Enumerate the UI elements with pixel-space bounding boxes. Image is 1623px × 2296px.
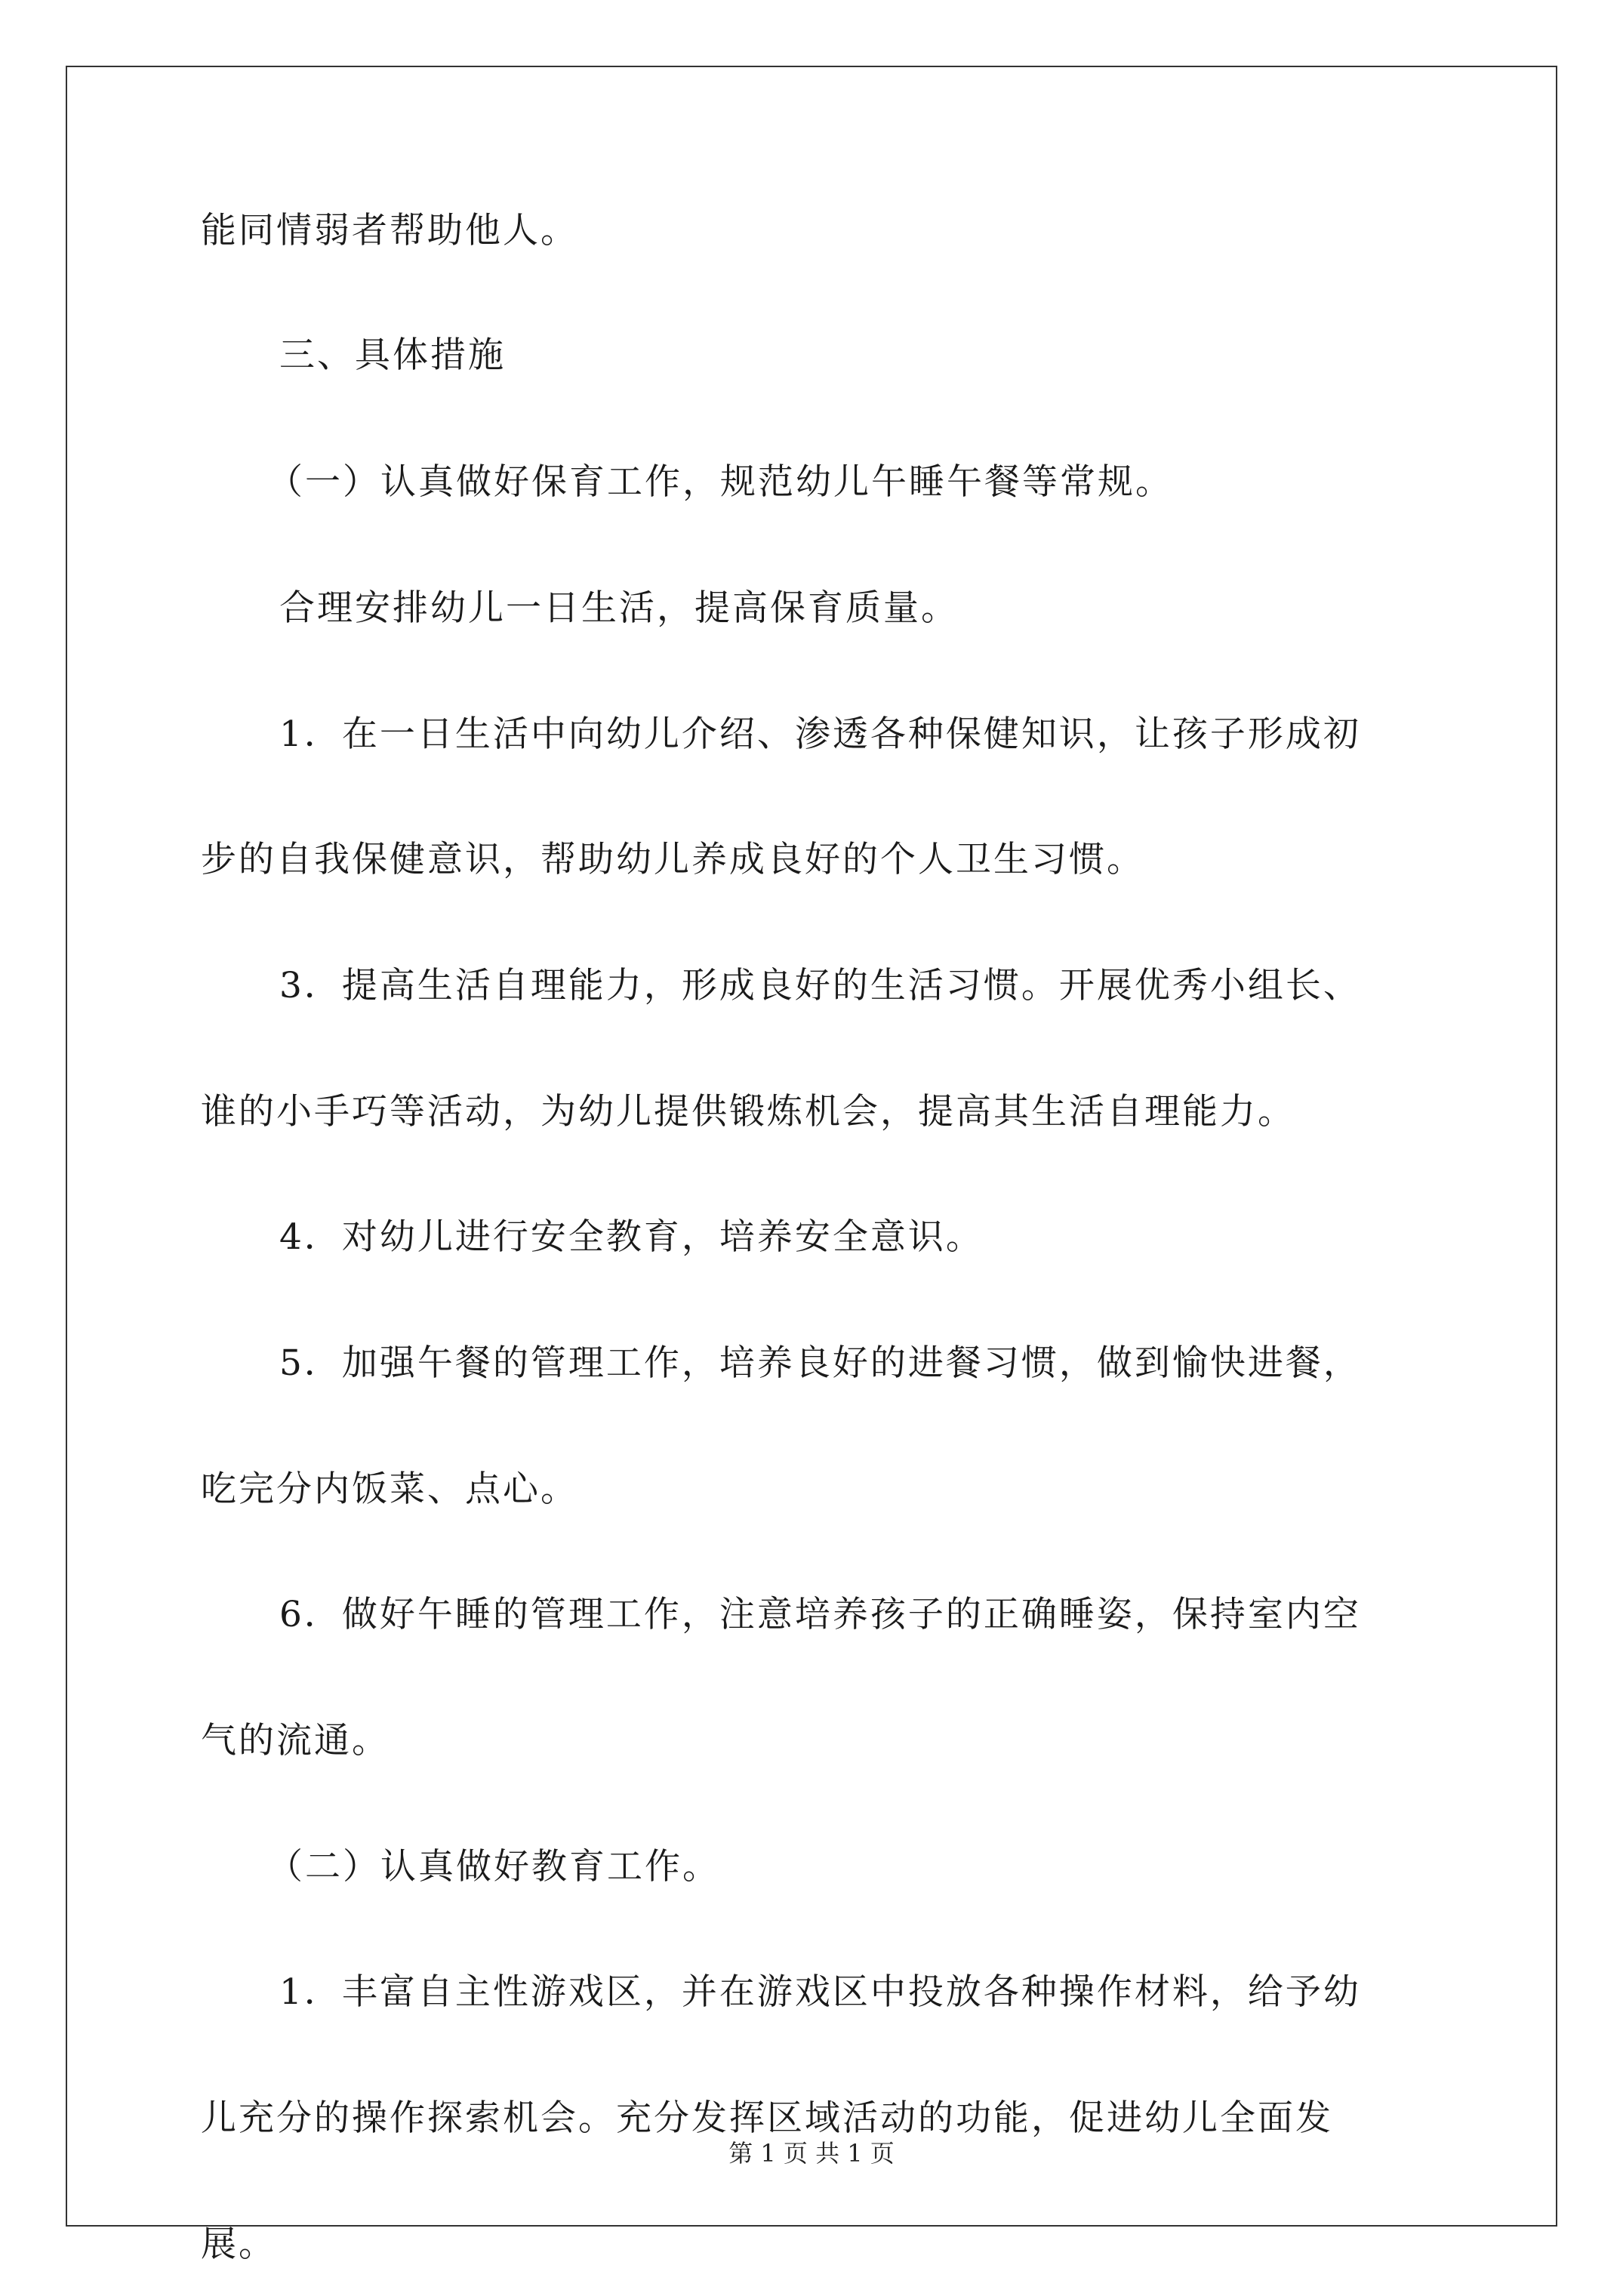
list-item-continuation: 展。 (201, 2224, 276, 2265)
list-item-continuation: 儿充分的操作探索机会。充分发挥区域活动的功能，促进幼儿全面发 (201, 2097, 1333, 2139)
list-item-continuation: 步的自我保健意识，帮助幼儿养成良好的个人卫生习惯。 (201, 839, 1144, 880)
page-border (66, 66, 1557, 2227)
page-number-footer: 第 1 页 共 1 页 (728, 2139, 895, 2168)
list-item-continuation: 气的流通。 (201, 1720, 390, 1761)
subsection-heading: （一）认真做好保育工作，规范幼儿午睡午餐等常规。 (267, 461, 1173, 503)
list-item-line: 1．在一日生活中向幼儿介绍、渗透各种保健知识，让孩子形成初 (279, 713, 1361, 755)
paragraph-line: 合理安排幼儿一日生活，提高保育质量。 (279, 587, 959, 629)
list-item-line: 6．做好午睡的管理工作，注意培养孩子的正确睡姿，保持室内空 (279, 1594, 1361, 1635)
list-item-line: 5．加强午餐的管理工作，培养良好的进餐习惯，做到愉快进餐， (279, 1342, 1361, 1384)
list-item-line: 4．对幼儿进行安全教育，培养安全意识。 (279, 1216, 984, 1258)
paragraph-line: 能同情弱者帮助他人。 (201, 210, 578, 251)
subsection-heading: （二）认真做好教育工作。 (267, 1846, 720, 1888)
list-item-continuation: 谁的小手巧等活动，为幼儿提供锻炼机会，提高其生活自理能力。 (201, 1091, 1295, 1133)
list-item-continuation: 吃完分内饭菜、点心。 (201, 1469, 578, 1510)
list-item-line: 3．提高生活自理能力，形成良好的生活习惯。开展优秀小组长、 (279, 965, 1361, 1006)
list-item-line: 1．丰富自主性游戏区，并在游戏区中投放各种操作材料，给予幼 (279, 1971, 1361, 2013)
section-heading: 三、具体措施 (279, 334, 506, 376)
